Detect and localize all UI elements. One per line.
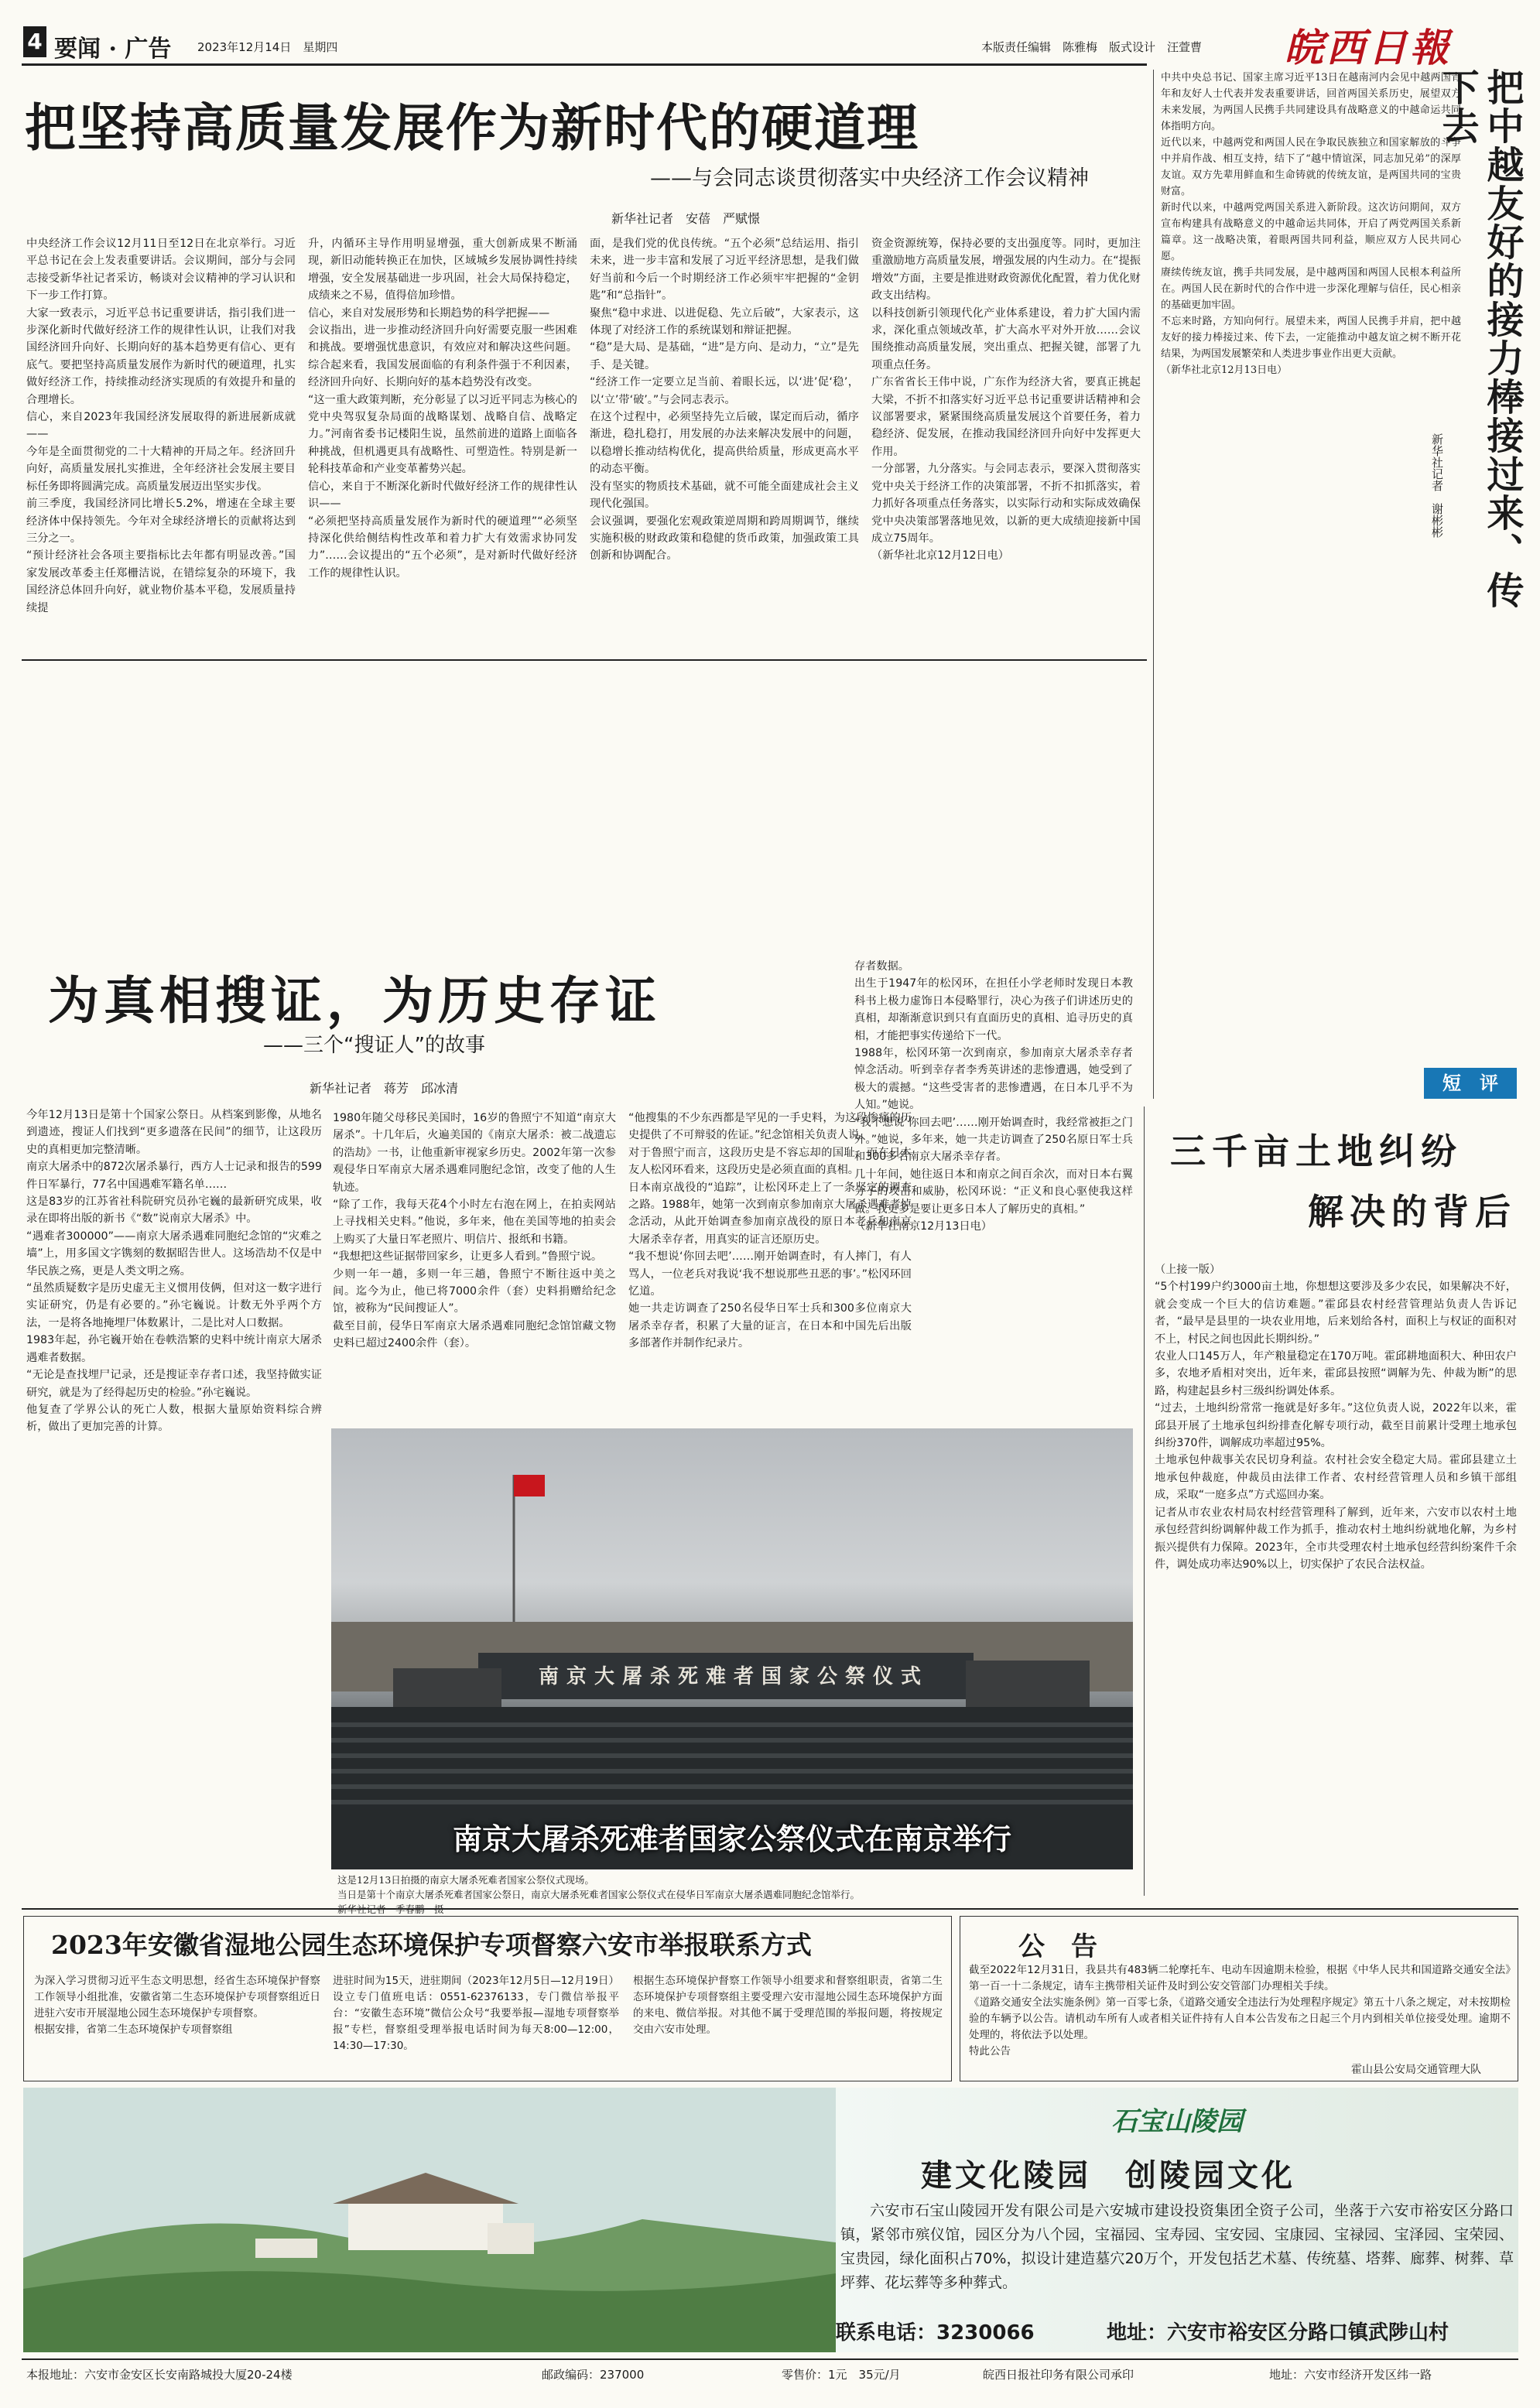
story3-headline-line2: 解决的背后 bbox=[1308, 1191, 1517, 1233]
cemetery-logo: 石宝山陵园 bbox=[1111, 2106, 1243, 2137]
footer-print-address: 地址：六安市经济开发区纬一路 bbox=[1269, 2368, 1432, 2382]
photo-note: 这是12月13日拍摄的南京大屠杀死难者国家公祭仪式现场。 当日是第十个南京大屠杀死难者国家公祭日，南京大屠杀死难者国家公祭仪式在侵华日军南京大屠杀遇难同胞纪念馆举行。 新华社记者 季春鹏 摄 bbox=[337, 1874, 861, 1915]
memorial-ceremony-photo bbox=[331, 1428, 1133, 1869]
traffic-notice-body: 截至2022年12月31日，我县共有483辆二轮摩托车、电动车因逾期未检验，根据《中华人民共和国道路交通安全法》第一百一十二条规定，请车主携带相关证件及时到公安交管部门办理相关手续。 《道路交通安全法实施条例》第一百零七条，《道路交通安全违法行为处理程序规定》第五十八条之规定，对未按期检验的车辆予以公告。请机动车所有人或者相关证件持有人自本公告发布之日起三个月内到相关单位接受处理。逾期不处理的，将依法予以处理。 特此公告 bbox=[969, 1964, 1511, 2057]
footer-address: 本报地址：六安市金安区长安南路城投大厦20-24楼 bbox=[26, 2368, 293, 2382]
footer-postcode: 邮政编码：237000 bbox=[542, 2368, 645, 2382]
photo-caption: 南京大屠杀死难者国家公祭仪式在南京举行 bbox=[452, 1821, 1011, 1856]
story2-headline: 为真相搜证，为历史存证 bbox=[48, 970, 661, 1031]
lead-column-3: 面，是我们党的优良传统。“五个必须”总结运用、指引未来，进一步丰富和发展了习近平经济思想，是我们做好当前和今后一个时期经济工作必须牢牢把握的“金钥匙”和“总指针”。 聚焦“稳中求进、以进促稳、先立后破”，大家表示，这体现了对经济工作的系统谋划和辩证把握。 “稳”是大局、是基础，“进”是方向、是动力，“立”是先手、是关键。 “经济工作一定要立足当前、着眼长远，以‘进’促‘稳’，以‘立’带‘破’。”与会同志表示。 在这个过程中，必须坚持先立后破，谋定而后动，循序渐进，稳扎稳打，用发展的办法来解决发展中的问题，以稳增长推动结构优化，提高供给质量，形成更高水平的动态平衡。 没有坚实的物质技术基础，就不可能全面建成社会主义现代化强国。 会议强调，要强化宏观政策逆周期和跨周期调节，继续实施积极的财政政策和稳健的货币政策，加强政策工具创新和协调配合。 bbox=[590, 238, 859, 563]
sidebar-divider bbox=[1153, 70, 1154, 1099]
section-name: 要闻 · 广告 bbox=[54, 36, 172, 63]
story-bottom-rule bbox=[22, 1908, 1518, 1910]
story2-column-1: 今年12月13日是第十个国家公祭日。从档案到影像，从地名到遗迹，搜证人们找到“更多遗落在民间”的细节，让这段历史的真相更加完整清晰。 南京大屠杀中的872次屠杀暴行，西方人士记录和报告的599件日军暴行，77名中国遇难军籍名单…… 这是83岁的江苏省社科院研究员孙宅巍的最新研究成果，收录在即将出版的新书《“数”说南京大屠杀》中。 “遇难者300000”——南京大屠杀遇难同胞纪念馆的“灾难之墙”上，用多国文字镌刻的数据昭告世人。这场浩劫不仅是中华民族之殇，更是人类文明之殇。 “虽然质疑数字是历史虚无主义惯用伎俩，但对这一数字进行实证研究，仍是有必要的。”孙宅巍说。计数无外乎两个方法，一是将各地掩埋尸体数累计，二是比对人口数据。 1983年起，孙宅巍开始在卷帙浩繁的史料中统计南京大屠杀遇难者数据。 “无论是查找埋尸记录，还是搜证幸存者口述，我坚持做实证研究，就是为了经得起历史的检验。”孙宅巍说。 他复查了学界公认的死亡人数，根据大量原始资料综合辨析，做出了更加完善的计算。 bbox=[26, 1109, 322, 1434]
lead-headline: 把坚持高质量发展作为新时代的硬道理 bbox=[25, 97, 919, 158]
wetland-notice-col-1: 为深入学习贯彻习近平生态文明思想，经省生态环境保护督察工作领导小组批准，安徽省第二生态环境保护专项督察组近日进驻六安市开展湿地公园生态环境保护专项督察。 根据安排，省第二生态环境保护专项督察组 bbox=[34, 1975, 320, 2036]
cemetery-address: 地址：六安市裕安区分路口镇武陟山村 bbox=[1107, 2321, 1449, 2345]
editor-credits: 本版责任编辑 陈雅梅 版式设计 汪萱曹 bbox=[981, 40, 1203, 54]
traffic-notice-title: 公 告 bbox=[1018, 1931, 1097, 1962]
story3-body: （上接一版） “5个村199户约3000亩土地，你想想这要涉及多少农民，如果解决不好，就会变成一个巨大的信访难题。”霍邱县农村经营管理站负责人告诉记者，“最早是县里的一块农业用地，后来划给各村，面积上与权证的面积对不上，村民之间也因此长期纠纷。” 农业人口145万人，年产粮量稳定在170万吨。霍邱耕地面积大、种田农户多，农地矛盾相对突出，近年来，霍邱县按照“调解为先、仲裁为断”的思路，构建起县乡村三级纠纷调处体系。 “过去，土地纠纷常常一拖就是好多年。”这位负责人说，2022年以来，霍邱县开展了土地承包纠纷排查化解专项行动，截至目前累计受理土地承包纠纷370件，调解成功率超过95%。 土地承包仲裁事关农民切身利益。农村社会安全稳定大局。霍邱县建立土地承包仲裁庭，仲裁员由法律工作者、农村经营管理人员和乡镇干部组成，采取“一庭多点”方式巡回办案。 记者从市农业农村局农村经营管理科了解到，近年来，六安市以农村土地承包经营纠纷调解仲裁工作为抓手，推动农村土地纠纷就地化解，为乡村振兴提供有力保障。2023年，全市共受理农村土地承包经营纠纷案件千余件，调处成功率达90%以上，切实保护了农民合法权益。 bbox=[1155, 1264, 1517, 1571]
story2-column-2: 1980年随父母移民美国时，16岁的鲁照宁不知道“南京大屠杀”。十几年后，火遍美国的《南京大屠杀：被二战遗忘的浩劫》一书，让他重新审视家乡历史。2002年第一次参观侵华日军南京大屠杀遇难同胞纪念馆，改变了他的人生轨迹。 “除了工作，我每天花4个小时左右泡在网上，在拍卖网站上寻找相关史料。”他说，多年来，他在美国等地的拍卖会上购买了大量日军老照片、明信片、报纸和书籍。 “我想把这些证据带回家乡，让更多人看到。”鲁照宁说。 少则一年一趟，多则一年三趟，鲁照宁不断往返中美之间。迄今为止，他已将7000余件（套）史料捐赠给纪念馆，被称为“民间搜证人”。 截至目前，侵华日军南京大屠杀遇难同胞纪念馆馆藏文物史料已超过2400余件（套）。 bbox=[333, 1112, 616, 1350]
header-rule bbox=[22, 63, 1147, 66]
story2-subtitle: ——三个“搜证人”的故事 bbox=[263, 1034, 485, 1057]
lead-column-1: 中央经济工作会议12月11日至12日在北京举行。习近平总书记在会上发表重要讲话。会议期间，部分与会同志接受新华社记者采访，畅谈对会议精神的学习认识和下一步工作打算。 大家一致表示，习近平总书记重要讲话，指引我们进一步深化新时代做好经济工作的规律性认识，让我们对我国经济回升向好、长期向好的基本趋势更有信心、更有底气。要把坚持高质量发展作为新时代的硬道理，扎实做好经济工作，持续推动经济实现质的有效提升和量的合理增长。 信心，来自2023年我国经济发展取得的新进展新成就—— 今年是全面贯彻党的二十大精神的开局之年。经济回升向好，高质量发展扎实推进，全年经济社会发展主要目标任务即将圆满完成。高质量发展迈出坚实步伐。 前三季度，我国经济同比增长5.2%，增速在全球主要经济体中保持领先。今年对全球经济增长的贡献将达到三分之一。 “预计经济社会各项主要指标比去年都有明显改善。”国家发展改革委主任郑栅洁说，在错综复杂的环境下，我国经济总体回升向好，就业物价基本平稳，发展质量持续提 bbox=[26, 238, 296, 614]
ceremony-scene-icon bbox=[331, 1428, 1133, 1869]
sidebar-intro: 中共中央总书记、国家主席习近平13日在越南河内会见中越两国青年和友好人士代表并发表重要讲话，回首两国关系历史，展望双方未来发展，为两国人民携手共同建设具有战略意义的中越命运共同体指明方向。 近代以来，中越两党和两国人民在争取民族独立和国家解放的斗争中并肩作战、相互支持，结下了“越中情谊深，同志加兄弟”的深厚友谊。双方先辈用鲜血和生命铸就的传统友谊，是两国共同的宝贵财富。 新时代以来，中越两党两国关系进入新阶段。这次访问期间，双方宣布构建具有战略意义的中越命运共同体，开启了两党两国关系新篇章。这一战略决策，着眼两国共同利益，顺应双方人民共同心愿。 赓续传统友谊，携手共同发展，是中越两国和两国人民根本利益所在。两国人民在新时代的合作中进一步深化理解与信任，民心相亲的基础更加牢固。 不忘来时路，方知向何行。展望未来，两国人民携手并肩，把中越友好的接力棒接过来、传下去，一定能推动中越友谊之树不断开花结果，为两国发展繁荣和人类进步事业作出更大贡献。 （新华社北京12月13日电） bbox=[1161, 72, 1461, 376]
commentary-tag: 短 评 bbox=[1424, 1068, 1517, 1099]
sidebar-headline: 把中越友好的接力棒接过来、传下去 bbox=[1436, 68, 1524, 610]
cemetery-ad bbox=[23, 2088, 1518, 2352]
cemetery-slogan: 建文化陵园 创陵园文化 bbox=[921, 2157, 1295, 2194]
cemetery-landscape-icon bbox=[23, 2088, 836, 2352]
story3-headline-line1: 三千亩土地纠纷 bbox=[1170, 1130, 1463, 1172]
cemetery-description: 六安市石宝山陵园开发有限公司是六安城市建设投资集团全资子公司，坐落于六安市裕安区分路口镇，紧邻市殡仪馆，园区分为八个园，宝福园、宝寿园、宝安园、宝康园、宝禄园、宝泽园、宝荣园、宝贵园，绿化面积占70%，拟设计建造墓穴20万个，开发包括艺术墓、传统墓、塔葬、廊葬、树葬、草坪葬、花坛葬等多种葬式。 bbox=[840, 2202, 1514, 2291]
story2-column-3: “他搜集的不少东西都是罕见的一手史料，为这段惨痛的历史提供了不可辩驳的佐证。”纪念馆相关负责人说。 对于鲁照宁而言，这段历史是不容忘却的国耻，而在日本友人松冈环看来，这段历史是必须直面的真相。 日本南京战役的“追踪”，让松冈环走上了一条坚定的调查之路。1988年，她第一次到南京参加南京大屠杀遇难者悼念活动，从此开始调查参加南京战役的原日本老兵和南京大屠杀幸存者，用真实的证言还原历史。 “我不想说‘你回去吧’……刚开始调查时，有人摔门，有人骂人，一位老兵对我说‘我不想说那些丑恶的事’。”松冈环回忆道。 她一共走访调查了250名侵华日军士兵和300多位南京大屠杀幸存者，积累了大量的证言，在日本和中国先后出版多部著作并制作纪录片。 bbox=[628, 1112, 912, 1350]
lead-subtitle: ——与会同志谈贯彻落实中央经济工作会议精神 bbox=[650, 166, 1089, 190]
lead-column-2: 升，内循环主导作用明显增强，重大创新成果不断涌现，新旧动能转换正在加快，区域城乡发展协调性持续增强，安全发展基础进一步巩固，社会大局保持稳定，成绩来之不易，值得倍加珍惜。 信心，来自对发展形势和长期趋势的科学把握—— 会议指出，进一步推动经济回升向好需要克服一些困难和挑战。要增强忧患意识，有效应对和解决这些问题。综合起来看，我国发展面临的有利条件强于不利因素，经济回升向好、长期向好的基本趋势没有改变。 “这一重大政策判断，充分彰显了以习近平同志为核心的党中央驾驭复杂局面的战略谋划、战略自信、战略定力。”河南省委书记楼阳生说，虽然前进的道路上面临各种挑战，但机遇更具有战略性、可塑造性。特别是新一轮科技革命和产业变革蓄势兴起。 信心，来自于不断深化新时代做好经济工作的规律性认识—— “必须把坚持高质量发展作为新时代的硬道理”“必须坚持深化供给侧结构性改革和着力扩大有效需求协同发力”……会议提出的“五个必须”，是对新时代做好经济工作的规律性认识。 bbox=[308, 238, 577, 580]
footer-printer: 皖西日报社印务有限公司承印 bbox=[983, 2368, 1134, 2382]
wetland-notice-col-3: 根据生态环境保护督察工作领导小组要求和督察组职责，省第二生态环境保护专项督察组主要受理六安市湿地公园生态环境保护方面的来电、微信举报。对其他不属于受理范围的举报问题，将按规定交由六安市处理。 bbox=[633, 1975, 943, 2036]
wetland-notice-title: 2023年安徽省湿地公园生态环境保护专项督察六安市举报联系方式 bbox=[51, 1930, 812, 1960]
issue-date: 2023年12月14日 星期四 bbox=[197, 40, 338, 54]
story2-side-column: 存者数据。 出生于1947年的松冈环，在担任小学老师时发现日本教科书上极力虚饰日本侵略罪行，决心为孩子们讲述历史的真相，却渐渐意识到只有直面历史的真相、追寻历史的真相，才能把事实传递给下一代。 1988年，松冈环第一次到南京，参加南京大屠杀幸存者悼念活动。听到幸存者李秀英讲述的悲惨遭遇，她受到了极大的震撼。“这些受害者的悲惨遭遇，在日本几乎不为人知。”她说。 “我不想说‘你回去吧’……刚开始调查时，我经常被拒之门外。”她说，多年来，她一共走访调查了250名原日军士兵和300多名南京大屠杀幸存者。 几十年间，她往返日本和南京之间百余次，而对日本右翼分子的攻击和威胁，松冈环说：“正义和良心驱使我这样做。我更多是要让更多日本人了解历史的真相。” （新华社南京12月13日电） bbox=[854, 960, 1133, 1233]
sidebar-author: 新华社记者 谢彬彬 bbox=[1430, 433, 1444, 538]
wetland-notice-col-2: 进驻时间为15天，进驻期间（2023年12月5日—12月19日）设立专门值班电话：0551-62376133，专门微信举报平台：“安徽生态环境”微信公众号“我要举报—湿地专项督察举报”专栏，督察组受理举报电话时间为每天8:00—12:00，14:30—17:30。 bbox=[333, 1975, 619, 2052]
footer-rule bbox=[22, 2358, 1518, 2360]
photo-banner: 南京大屠杀死难者国家公祭仪式 bbox=[538, 1665, 929, 1688]
lead-bottom-rule bbox=[22, 659, 1147, 661]
lead-column-4: 资金资源统筹，保持必要的支出强度等。同时，更加注重激励地方高质量发展，增强发展的内生动力。在“提振增效”方面，主要是推进财政资源优化配置，着力优化财政支出结构。 以科技创新引领现代化产业体系建设，着力扩大国内需求，深化重点领域改革，扩大高水平对外开放……会议围绕推动高质量发展，突出重点、把握关键，部署了九项重点任务。 广东省省长王伟中说，广东作为经济大省，要真正挑起大梁，不折不扣落实好习近平总书记重要讲话精神和会议部署要求，紧紧围绕高质量发展这个首要任务，着力稳经济、促发展，在推动我国经济回升向好中发挥更大作用。 一分部署，九分落实。与会同志表示，要深入贯彻落实党中央关于经济工作的决策部署，不折不扣抓落实，着力抓好各项重点任务落实，以实际行动和实际成效确保党中央决策部署落地见效，以新的更大成绩迎接新中国成立75周年。 （新华社北京12月12日电） bbox=[871, 238, 1141, 563]
lead-byline: 新华社记者 安蓓 严赋憬 bbox=[611, 211, 761, 226]
masthead-logo: 皖西日報 bbox=[1285, 25, 1452, 70]
page-number-badge: 4 bbox=[23, 26, 46, 57]
cemetery-phone: 联系电话：3230066 bbox=[836, 2321, 1035, 2345]
traffic-notice-signature: 霍山县公安局交通管理大队 bbox=[1351, 2064, 1481, 2076]
story3-divider bbox=[1144, 1107, 1145, 1896]
footer-price: 零售价：1元 35元/月 bbox=[782, 2368, 901, 2382]
story2-byline: 新华社记者 蒋芳 邱冰清 bbox=[310, 1081, 459, 1096]
